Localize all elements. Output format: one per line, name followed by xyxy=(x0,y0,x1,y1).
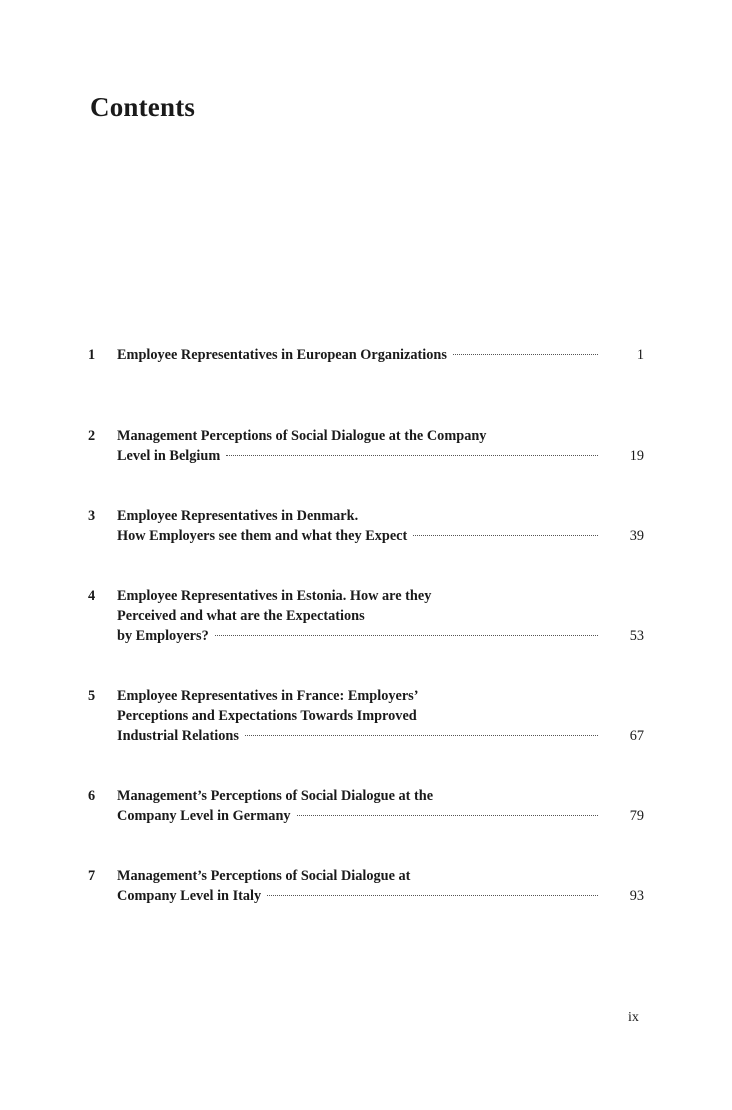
chapter-title-line: Management’s Perceptions of Social Dialogue at xyxy=(117,868,411,884)
page-number: 53 xyxy=(629,628,644,644)
chapter-number: 2 xyxy=(88,428,96,444)
chapter-title xyxy=(117,786,644,826)
chapter-title-line: Employee Representatives in Denmark. xyxy=(117,508,359,524)
chapter-title-line: Company Level in Italy xyxy=(117,888,262,904)
chapter-title-line: How Employers see them and what they Expect xyxy=(117,528,408,544)
chapter-title-line: Management’s Perceptions of Social Dialogue at the xyxy=(117,788,434,804)
page-number: 39 xyxy=(629,528,644,544)
chapter-title-line: Perceived and what are the Expectations xyxy=(117,608,365,624)
chapter-title xyxy=(117,686,644,746)
chapter-number: 6 xyxy=(88,788,96,804)
chapter-number: 3 xyxy=(88,508,96,524)
page-number: 1 xyxy=(636,347,644,363)
chapter-title xyxy=(117,345,644,365)
toc-entry-7[interactable] xyxy=(88,866,644,906)
chapter-title-line: Employee Representatives in Estonia. How are they xyxy=(117,588,432,604)
toc-entry-1[interactable] xyxy=(88,345,644,365)
dot-leader xyxy=(215,634,598,636)
dot-leader xyxy=(413,534,598,536)
toc-entry-2[interactable] xyxy=(88,426,644,466)
chapter-title-line: Perceptions and Expectations Towards Improved xyxy=(117,708,417,724)
chapter-title-line: Employee Representatives in European Organizations xyxy=(117,347,447,363)
chapter-title-line: Management Perceptions of Social Dialogue at the Company xyxy=(117,428,487,444)
dot-leader xyxy=(297,814,598,816)
toc-entry-3[interactable] xyxy=(88,506,644,546)
chapter-number: 5 xyxy=(88,688,96,704)
chapter-title-line: by Employers? xyxy=(117,628,209,644)
chapter-number: 1 xyxy=(88,347,96,363)
chapter-title xyxy=(117,426,644,466)
page-number: 67 xyxy=(629,728,644,744)
chapter-title-line: Company Level in Germany xyxy=(117,808,291,824)
folio-page-number: ix xyxy=(628,1010,639,1025)
chapter-title xyxy=(117,506,644,546)
toc-entry-6[interactable] xyxy=(88,786,644,826)
page-title: Contents xyxy=(90,92,196,122)
chapter-number: 7 xyxy=(88,868,96,884)
chapter-number: 4 xyxy=(88,588,96,604)
dot-leader xyxy=(453,353,598,355)
page-number: 93 xyxy=(629,888,644,904)
chapter-title-line: Level in Belgium xyxy=(117,448,221,464)
page-number: 19 xyxy=(629,448,644,464)
toc-entry-5[interactable] xyxy=(88,686,644,746)
dot-leader xyxy=(226,454,598,456)
chapter-title xyxy=(117,866,644,906)
chapter-title xyxy=(117,586,644,646)
chapter-title-line: Industrial Relations xyxy=(117,728,239,744)
page-number: 79 xyxy=(629,808,644,824)
chapter-title-line: Employee Representatives in France: Employers’ xyxy=(117,688,419,704)
dot-leader xyxy=(245,734,598,736)
toc-entry-4[interactable] xyxy=(88,586,644,646)
dot-leader xyxy=(267,894,598,896)
